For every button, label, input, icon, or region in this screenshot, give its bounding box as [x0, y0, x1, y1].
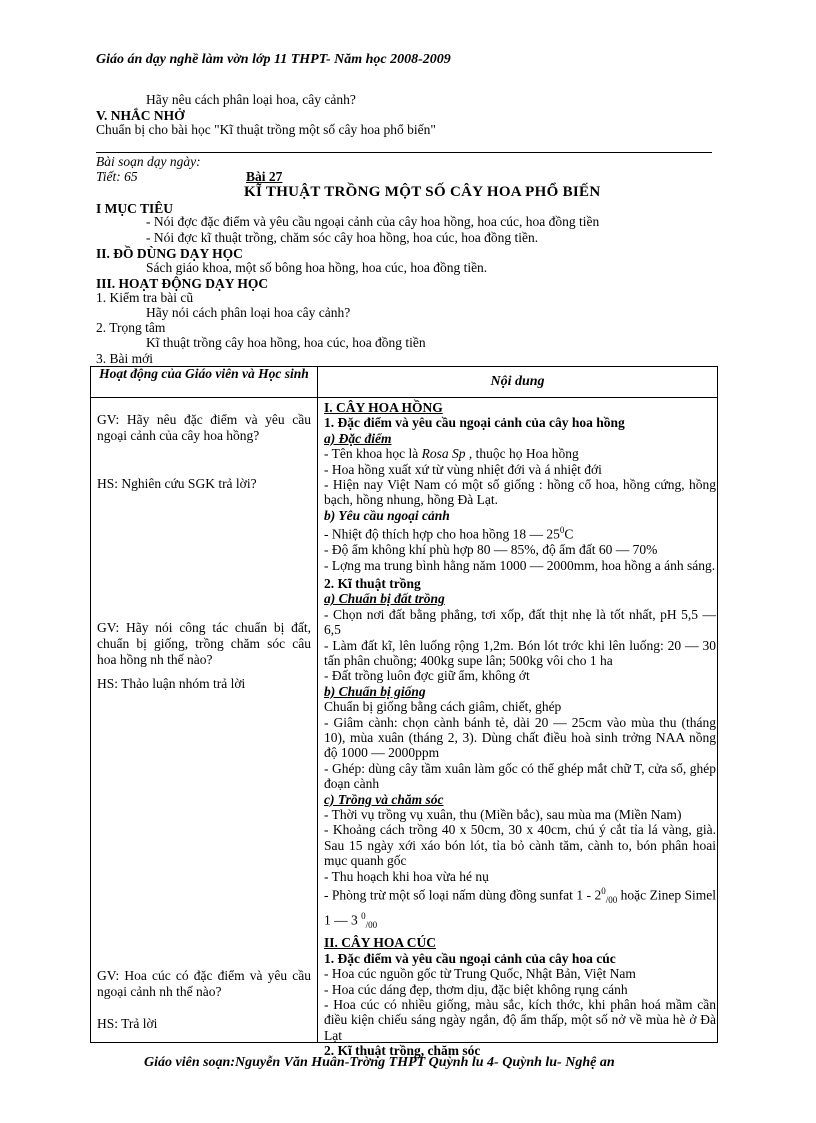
objective-2: - Nói đợc kĩ thuật trồng, chăm sóc cây hoa hồng, hoa cúc, hoa đồng tiền.	[146, 230, 539, 245]
rose-2b-line-1: Chuẩn bị giống bằng cách giâm, chiết, ghép	[324, 699, 562, 715]
objectives-heading: I MỤC TIÊU	[96, 201, 174, 216]
rose-2b-heading: b) Chuẩn bị giống	[324, 683, 426, 699]
gv-question-1: GV: Hãy nêu đặc điểm và yêu cầu ngoại cảnh của cây hoa hồng?	[97, 412, 311, 443]
step-1: 1. Kiểm tra bài cũ	[96, 290, 194, 305]
remind-heading: V. NHẮC NHỞ	[96, 108, 185, 123]
objective-1: - Nói đợc đặc điểm và yêu cầu ngoại cảnh của cây hoa hồng, hoa cúc, hoa đồng tiền	[146, 214, 600, 229]
rose-1a-heading: a) Đặc điểm	[324, 430, 392, 446]
col-left-header: Hoạt động của Giáo viên và Học sinh	[91, 367, 318, 398]
rose-2a-line-1: - Chọn nơi đất bằng phẳng, tơi xốp, đất thịt nhẹ là tốt nhất, pH 5,5 — 6,5	[324, 606, 716, 638]
rose-1a-line-2: - Hoa hồng xuất xứ từ vùng nhiệt đới và á nhiệt đới	[324, 461, 602, 477]
rose-2a-line-2: - Làm đất kĩ, lên luống rộng 1,2m. Bón lót trớc khi lên luống: 20 — 30 tấn phân chuồng; 400kg supe lân; 500kg vôi cho 1 ha	[324, 637, 716, 668]
lesson-number: Bài 27	[246, 169, 283, 184]
rose-2a-heading: a) Chuẩn bị đất trồng	[324, 591, 445, 607]
gv-question-3: GV: Hoa cúc có đặc điểm và yêu cầu ngoại cảnh nh thế nào?	[97, 968, 311, 999]
rose-2c-line-1: - Thời vụ trồng vụ xuân, thu (Miền bắc), sau mùa ma (Miền Nam)	[324, 807, 682, 823]
chrys-1-line-1: - Hoa cúc nguồn gốc từ Trung Quốc, Nhật Bản, Việt Nam	[324, 966, 636, 982]
lesson-title: KĨ THUẬT TRỒNG MỘT SỐ CÂY HOA PHỔ BIẾN	[244, 184, 601, 200]
gv-question-2: GV: Hãy nói công tác chuẩn bị đất, chuẩn bị giống, trồng chăm sóc câu hoa hồng nh thế nào?	[97, 620, 311, 667]
rose-section-1: 1. Đặc điểm và yêu cầu ngoại cảnh của cây hoa hồng	[324, 415, 625, 431]
rose-2c-heading: c) Trồng và chăm sóc	[324, 791, 444, 807]
content-column	[318, 398, 718, 1059]
page-header: Giáo án dạy nghề làm vờn lớp 11 THPT- Năm học 2008-2009	[96, 52, 451, 67]
rose-2c-line-2: - Khoảng cách trồng 40 x 50cm, 30 x 40cm, chú ý cắt tỉa lá vàng, già. Sau 15 ngày xới xáo bón lót, tỉa bỏ cành tăm, cành to, bón phân hoai mục quanh gốc	[324, 822, 716, 869]
rose-2a-line-3: - Đất trồng luôn đợc giữ ẩm, không ớt	[324, 668, 530, 684]
rose-1b-line-2: - Độ ẩm không khí phù hợp 80 — 85%, độ ẩm đất 60 — 70%	[324, 542, 658, 558]
rose-2b-line-3: - Ghép: dùng cây tầm xuân làm gốc có thể ghép mắt chữ T, cửa sổ, ghép đoạn cành	[324, 760, 716, 792]
rose-2c-line-3: - Thu hoạch khi hoa vừa hé nụ	[324, 868, 489, 884]
hs-answer-1: HS: Nghiên cứu SGK trả lời?	[97, 476, 257, 491]
rose-2b-line-2: - Giâm cành: chọn cành bánh tẻ, dài 20 — 25cm vào mùa thu (tháng 10), mùa xuân (tháng 2, 3). Dùng chất điều hoà sinh trởng NAA nồng độ 1000 — 2000ppm	[324, 714, 716, 761]
rose-section-2: 2. Kĩ thuật trồng	[324, 575, 421, 591]
hs-answer-3: HS: Trả lời	[97, 1016, 158, 1031]
lesson-table	[90, 366, 718, 1059]
step-2-text: Kĩ thuật trồng cây hoa hồng, hoa cúc, hoa đồng tiền	[146, 335, 426, 350]
page-footer: Giáo viên soạn:Nguyễn Văn Huân-Trờng THPT Quỳnh lu 4- Quỳnh lu- Nghệ an	[144, 1055, 615, 1070]
rose-1b-line-1: - Nhiệt độ thích hợp cho hoa hồng 18 — $25^0C$	[324, 525, 574, 542]
chrys-heading: II. CÂY HOA CÚC	[324, 935, 437, 951]
activities-heading: III. HOẠT ĐỘNG DẠY HỌC	[96, 276, 269, 291]
step-3: 3. Bài mới	[96, 351, 154, 366]
chrys-1-line-3: - Hoa cúc có nhiều giống, màu sắc, kích thớc, khi phân hoá mầm cần điều kiện chiếu sáng ngày ngắn, độ ẩm thấp, một số nở về mùa hè ở Đà Lạt	[324, 996, 716, 1043]
rose-1b-heading: b) Yêu cầu ngoại cảnh	[324, 507, 450, 523]
teacher-student-column	[91, 398, 318, 1043]
step-1-question: Hãy nói cách phân loại hoa cây cảnh?	[146, 305, 351, 320]
prep-date: Bài soạn dạy ngày:	[96, 154, 201, 169]
materials-heading: II. ĐỒ DÙNG DẠY HỌC	[96, 246, 243, 261]
rose-2c-line-4: - Phòng trừ một số loại nấm dùng đồng sunfat $1 - 2^0_{/00}$ hoặc Zinep Simel 1 — 3 $^0_{/00}$	[324, 886, 717, 930]
review-question: Hãy nêu cách phân loại hoa, cây cảnh?	[146, 92, 356, 107]
materials-text: Sách giáo khoa, một số bông hoa hồng, hoa cúc, hoa đồng tiền.	[146, 260, 488, 275]
step-2: 2. Trọng tâm	[96, 320, 166, 335]
rose-heading: I. CÂY HOA HỒNG	[324, 400, 443, 415]
remind-text: Chuẩn bị cho bài học "Kĩ thuật trồng một số cây hoa phổ biến"	[96, 122, 436, 137]
hs-answer-2: HS: Thảo luận nhóm trả lời	[97, 676, 246, 691]
chrys-1-line-2: - Hoa cúc dáng đẹp, thơm dịu, đặc biệt không rụng cánh	[324, 981, 628, 997]
divider	[96, 152, 712, 153]
chrys-section-1: 1. Đặc điểm và yêu cầu ngoại cảnh của cây hoa cúc	[324, 950, 616, 966]
chrys-section-2: 2. Kĩ thuật trồng, chăm sóc	[324, 1043, 481, 1059]
rose-1a-line-1: - Tên khoa học là Rosa Sp , thuộc họ Hoa hồng	[324, 446, 579, 462]
period: Tiết: 65	[96, 169, 138, 184]
col-right-header: Nội dung	[318, 367, 718, 398]
rose-1b-line-3: - Lợng ma trung bình hằng năm 1000 — 2000mm, hoa hồng a ánh sáng.	[324, 557, 716, 573]
rose-1a-line-3: - Hiện nay Việt Nam có một số giống : hồng cổ hoa, hồng cứng, hồng bạch, hồng nhung, hồng Đà Lạt.	[324, 477, 716, 508]
